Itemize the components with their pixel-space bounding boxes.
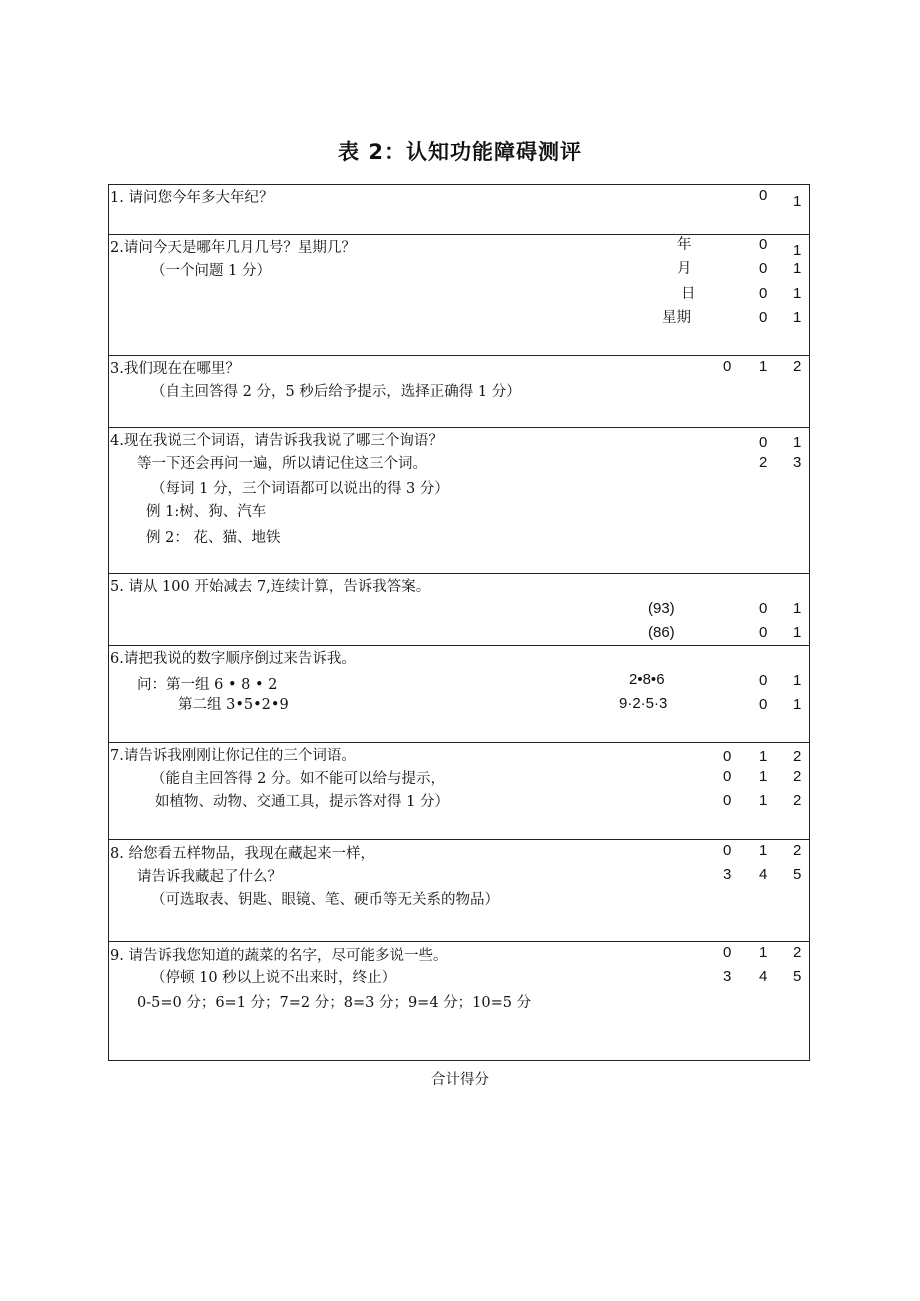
score-option[interactable]: 2 (793, 792, 802, 809)
score-option[interactable]: 0 (759, 285, 768, 302)
question-text: 4.现在我说三个词语，请告诉我我说了哪三个询语？ (110, 433, 443, 449)
score-option[interactable]: 0 (723, 842, 732, 859)
question-row-9 (109, 941, 809, 1061)
total-score-label: 合计得分 (431, 1072, 489, 1088)
score-option[interactable]: 1 (793, 624, 802, 641)
score-option[interactable]: 4 (759, 866, 768, 883)
score-option[interactable]: 0 (759, 672, 768, 689)
page-title: 表 2：认知功能障碍测评 (338, 140, 582, 164)
score-option[interactable]: 1 (793, 672, 802, 689)
score-option[interactable]: 0 (759, 434, 768, 451)
question-line: 第二组 3•5•2•9 (178, 697, 289, 713)
question-row-8 (109, 839, 809, 942)
score-option[interactable]: 3 (723, 866, 732, 883)
score-option[interactable]: 1 (793, 434, 802, 451)
item-label: 日 (681, 286, 696, 302)
assessment-table (108, 184, 810, 1061)
question-note: （每词 1 分，三个词语都可以说出的得 3 分） (151, 481, 449, 497)
scoring-scale: 0-5=0 分；6=1 分；7=2 分；8=3 分；9=4 分；10=5 分 (137, 995, 532, 1011)
score-option[interactable]: 1 (759, 842, 768, 859)
score-option[interactable]: 1 (759, 748, 768, 765)
question-line: 问：第一组 6 • 8 • 2 (137, 677, 278, 693)
question-note: （一个问题 1 分） (151, 263, 271, 279)
question-row-1 (109, 185, 809, 234)
score-option[interactable]: 0 (759, 309, 768, 326)
question-row-4 (109, 427, 809, 574)
example-line: 例 1:树、狗、汽车 (146, 504, 267, 520)
question-text: 1. 请问您今年多大年纪？ (110, 190, 274, 206)
score-option[interactable]: 0 (759, 187, 768, 204)
question-row-5 (109, 573, 809, 646)
score-option[interactable]: 1 (759, 358, 768, 375)
score-option[interactable]: 3 (723, 968, 732, 985)
item-label: 星期 (662, 310, 691, 326)
item-label: 月 (677, 261, 692, 277)
score-option[interactable]: 0 (723, 768, 732, 785)
score-option[interactable]: 1 (793, 242, 802, 259)
score-option[interactable]: 0 (759, 260, 768, 277)
question-text: 7.请告诉我刚刚让你记住的三个词语。 (110, 748, 356, 764)
question-text: 2.请问今天是哪年几月几号？星期几？ (110, 240, 356, 256)
question-text: 8. 给您看五样物品，我现在藏起来一样， (110, 846, 375, 862)
score-option[interactable]: 0 (759, 600, 768, 617)
question-row-6 (109, 645, 809, 743)
question-note: （自主回答得 2 分，5 秒后给予提示，选择正确得 1 分） (151, 384, 521, 400)
score-option[interactable]: 5 (793, 968, 802, 985)
score-option[interactable]: 4 (759, 968, 768, 985)
score-option[interactable]: 1 (793, 285, 802, 302)
question-text: 9. 请告诉我您知道的蔬菜的名字，尽可能多说一些。 (110, 948, 448, 964)
example-line: 例 2： 花、猫、地铁 (146, 530, 281, 546)
score-option[interactable]: 0 (723, 748, 732, 765)
score-option[interactable]: 2 (793, 358, 802, 375)
score-option[interactable]: 1 (793, 193, 802, 210)
score-option[interactable]: 0 (759, 624, 768, 641)
score-option[interactable]: 0 (723, 944, 732, 961)
score-option[interactable]: 1 (759, 792, 768, 809)
question-line: 请告诉我藏起了什么？ (137, 869, 282, 885)
score-option[interactable]: 1 (793, 309, 802, 326)
score-option[interactable]: 2 (793, 768, 802, 785)
score-option[interactable]: 0 (723, 358, 732, 375)
item-label: (93) (648, 600, 675, 617)
score-option[interactable]: 1 (793, 600, 802, 617)
question-text: 6.请把我说的数字顺序倒过来告诉我。 (110, 651, 356, 667)
score-option[interactable]: 1 (793, 260, 802, 277)
question-line: （能自主回答得 2 分。如不能可以给与提示， (151, 771, 445, 787)
question-line: 如植物、动物、交通工具，提示答对得 1 分） (155, 794, 449, 810)
question-line: 等一下还会再问一遍，所以请记住这三个词。 (137, 456, 427, 472)
score-option[interactable]: 0 (723, 792, 732, 809)
question-text: 3.我们现在在哪里？ (110, 361, 240, 377)
score-option[interactable]: 1 (759, 944, 768, 961)
question-note: （可选取表、钥匙、眼镜、笔、硬币等无关系的物品） (151, 892, 499, 908)
score-option[interactable]: 2 (759, 454, 768, 471)
item-label: 9·2·5·3 (619, 695, 668, 712)
question-row-2 (109, 234, 809, 356)
score-option[interactable]: 2 (793, 842, 802, 859)
question-note: （停顿 10 秒以上说不出来时，终止） (151, 970, 397, 986)
score-option[interactable]: 0 (759, 236, 768, 253)
score-option[interactable]: 1 (793, 696, 802, 713)
score-option[interactable]: 5 (793, 866, 802, 883)
score-option[interactable]: 3 (793, 454, 802, 471)
question-text: 5. 请从 100 开始减去 7,连续计算，告诉我答案。 (110, 579, 431, 595)
score-option[interactable]: 2 (793, 748, 802, 765)
item-label: 年 (677, 237, 692, 253)
score-option[interactable]: 1 (759, 768, 768, 785)
score-option[interactable]: 0 (759, 696, 768, 713)
score-option[interactable]: 2 (793, 944, 802, 961)
question-row-7 (109, 742, 809, 840)
item-label: (86) (648, 624, 675, 641)
question-row-3 (109, 355, 809, 428)
item-label: 2•8•6 (629, 671, 665, 688)
